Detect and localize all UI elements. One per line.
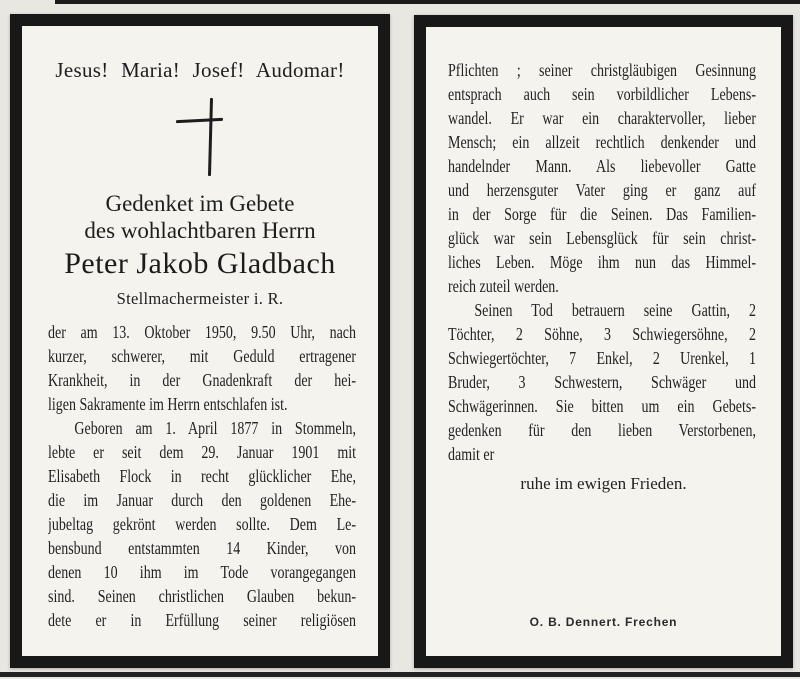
text-line: der am 13. Oktober 1950, 9.50 Uhr, nach	[48, 322, 356, 342]
printer-imprint: O. B. Dennert. Frechen	[529, 615, 678, 629]
paragraph-character	[448, 58, 756, 298]
text-line: reich zuteil werden.	[448, 276, 559, 296]
text-line: handelnder Mann. Als liebevoller Gatte	[448, 156, 756, 176]
text-line: die im Januar durch den goldenen Ehe-	[48, 490, 356, 510]
text-line: Töchter, 2 Söhne, 3 Schwiegersöhne, 2	[448, 324, 756, 344]
memorial-heading-line2: des wohlachtbaren Herrn	[84, 218, 316, 243]
deceased-name: Peter Jakob Gladbach	[64, 247, 336, 280]
text-line: Krankheit, in der Gnadenkraft der hei-	[48, 370, 356, 390]
cross-horizontal-stroke	[176, 118, 223, 123]
scan-edge-top	[55, 0, 800, 4]
text-line: sind. Seinen christlichen Glauben bekun-	[48, 586, 356, 606]
memorial-card-left-page	[10, 14, 390, 668]
memorial-heading-line1: Gedenket im Gebete	[105, 191, 295, 216]
text-line: Pflichten ; seiner christgläubigen Gesinnung	[448, 60, 756, 80]
text-line: und herzensguter Vater ging er ganz auf	[448, 180, 756, 200]
invocation-line: Jesus! Maria! Josef! Audomar!	[55, 58, 345, 82]
text-line: dete er in Erfüllung seiner religiösen	[48, 610, 356, 630]
text-line: denen 10 ihm im Tode vorangegangen	[48, 562, 356, 582]
text-line: gedenken für den lieben Verstorbenen,	[448, 420, 756, 440]
paragraph-mourners	[448, 298, 756, 466]
text-line: lebte er seit dem 29. Januar 1901 mit	[48, 442, 356, 462]
text-line: ligen Sakramente im Herrn entschlafen ist.	[48, 394, 288, 414]
memorial-card-right-page	[414, 15, 793, 668]
obituary-text-left-column	[48, 320, 356, 632]
text-line: liches Leben. Möge ihm nun das Himmel-	[448, 252, 756, 272]
paragraph-death-details	[48, 320, 356, 416]
text-line: Seinen Tod betrauern seine Gattin, 2	[474, 300, 756, 320]
closing-prayer-line: ruhe im ewigen Frieden.	[520, 474, 687, 493]
text-line: Bruder, 3 Schwestern, Schwäger und	[448, 372, 756, 392]
deceased-title: Stellmachermeister i. R.	[116, 289, 284, 308]
text-line: wandel. Er war ein charaktervoller, lieber	[448, 108, 756, 128]
text-line: Geboren am 1. April 1877 in Stommeln,	[74, 418, 356, 438]
text-line: glück war sein Lebensglück für sein christ-	[448, 228, 756, 248]
text-line: Elisabeth Flock in recht glücklicher Ehe,	[48, 466, 356, 486]
scan-edge-bottom	[0, 672, 800, 677]
cross-vertical-stroke	[208, 98, 213, 176]
text-line: entsprach auch sein vorbildlicher Lebens-	[448, 84, 756, 104]
text-line: in der Sorge für die Seinen. Das Familien-	[448, 204, 756, 224]
text-line: damit er	[448, 444, 495, 464]
text-line: Schwägerinnen. Sie bitten um ein Gebets-	[448, 396, 756, 416]
obituary-text-right-column	[448, 58, 756, 466]
paragraph-life-details	[48, 416, 356, 632]
text-line: bensbund entstammten 14 Kinder, von	[48, 538, 356, 558]
text-line: kurzer, schwerer, mit Geduld ertragener	[48, 346, 356, 366]
text-line: jubeltag gekrönt werden sollte. Dem Le-	[48, 514, 356, 534]
text-line: Mensch; ein allzeit rechtlich denkender und	[448, 132, 756, 152]
text-line: Schwiegertöchter, 7 Enkel, 2 Urenkel, 1	[448, 348, 756, 368]
